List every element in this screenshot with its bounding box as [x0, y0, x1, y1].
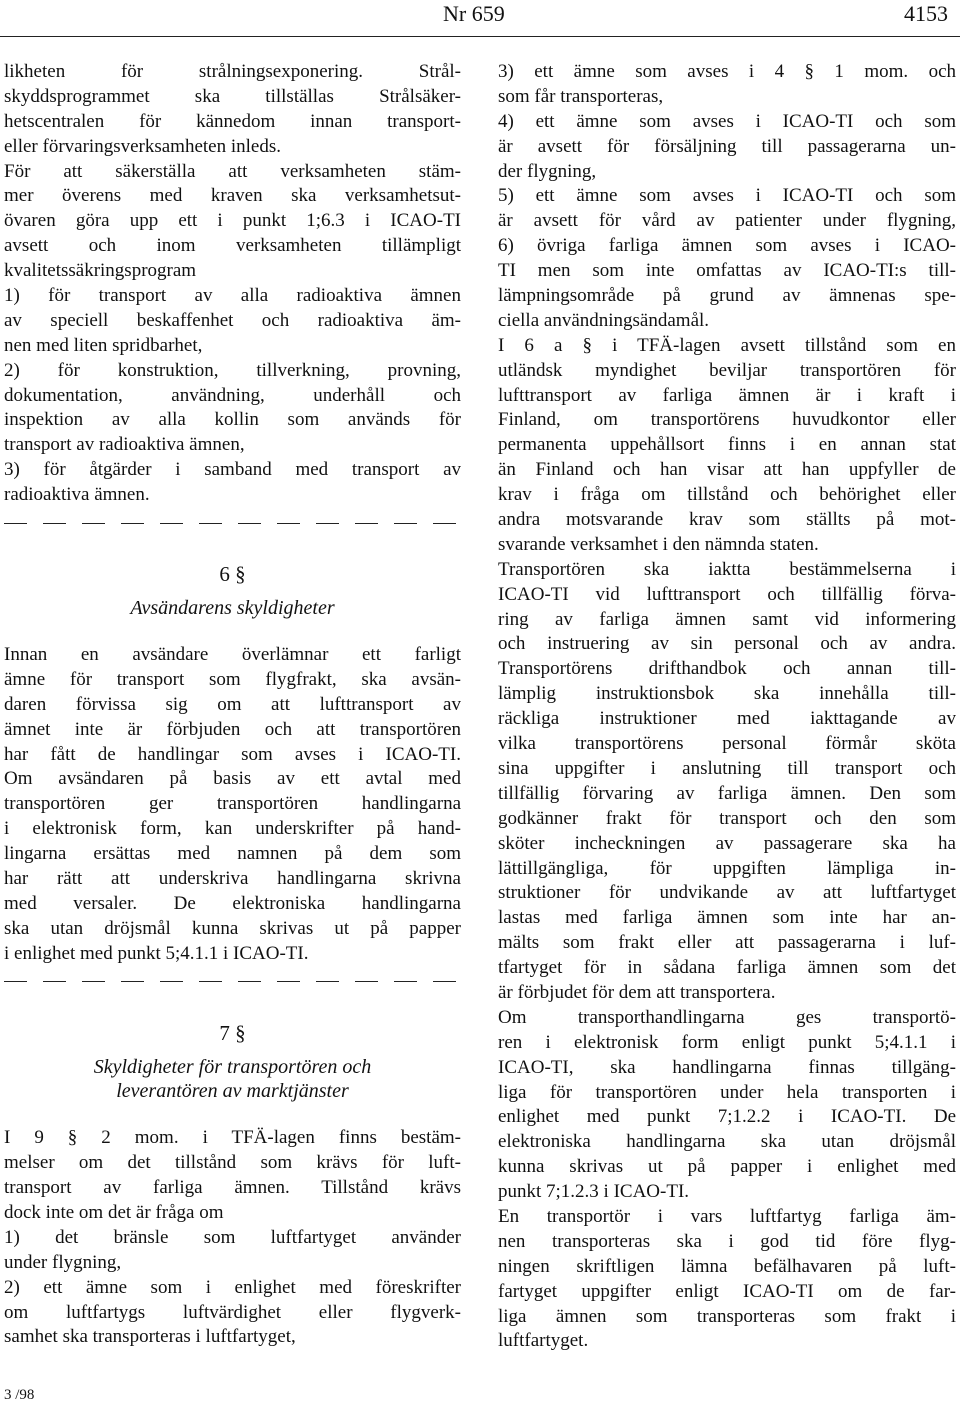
text-line: i elektronisk form, kan underskrifter på hand-: [4, 818, 461, 840]
text-line: ningen skriftligen lämna befälhavaren på luft-: [498, 1255, 956, 1277]
text-line: med versaler. De elektroniska handlingarna: [4, 892, 461, 914]
text-line: 3) för åtgärder i samband med transport av: [4, 459, 461, 481]
text-line: tillfällig förvaring av farliga ämnen. Den som: [498, 782, 956, 804]
text-line: Innan en avsändare överlämnar ett farligt: [4, 643, 461, 665]
text-line: 4) ett ämne som avses i ICAO-TI och som: [498, 110, 956, 132]
text-line: ren i elektronisk form enligt punkt 5;4.1.1 i: [498, 1031, 956, 1053]
text-line: ICAO-TI, ska handlingarna finnas tillgäng-: [498, 1056, 956, 1078]
separator-dashes: [4, 508, 456, 538]
text-line: nen transporteras ska i god tid före flyg-: [498, 1230, 956, 1252]
text-line: sina uppgifter i anslutning till transport och: [498, 757, 956, 779]
text-line: eller förvaringsverksamheten inleds.: [4, 135, 281, 157]
text-line: och instruering av sin personal och av andra.: [498, 633, 956, 655]
text-line: Om transporthandlingarna ges transportö-: [498, 1006, 956, 1028]
right-column: [498, 60, 956, 1354]
text-line: Transportören ska iaktta bestämmelserna i: [498, 558, 956, 580]
text-line: I 6 a § i TFÄ-lagen avsett tillstånd som en: [498, 334, 956, 356]
text-line: utländsk myndighet beviljar transportören för: [498, 359, 956, 381]
text-line: som får transporteras,: [498, 85, 664, 107]
text-line: 5) ett ämne som avses i ICAO-TI och som: [498, 185, 956, 207]
text-line: svarande verksamhet i den nämnda staten.: [498, 533, 819, 555]
text-line: av speciell beskaffenhet och radioaktiva äm-: [4, 309, 461, 331]
text-line: mälts som frakt eller att passagerarna i luf-: [498, 932, 956, 954]
text-line: punkt 7;1.2.3 i ICAO-TI.: [498, 1181, 690, 1203]
section-6-heading: 6 §: [219, 562, 246, 587]
text-line: är avsett för försäljning till passagerarna un-: [498, 135, 956, 157]
text-line: har fått de handlingar som avses i ICAO-TI.: [4, 743, 461, 765]
text-line: luftfartyget.: [498, 1330, 589, 1352]
text-line: samhet ska transporteras i luftfartyget,: [4, 1326, 296, 1348]
left-top-text: [4, 60, 461, 508]
separator-dashes: [4, 967, 456, 997]
text-line: 2) för konstruktion, tillverkning, provning,: [4, 359, 461, 381]
section-7-heading: 7 §: [219, 1020, 246, 1045]
text-line: ring av farliga ämnen samt vid informering: [498, 608, 956, 630]
footer-code: 3 /98: [4, 1387, 35, 1403]
text-line: har rätt att underskriva handlingarna skrivna: [4, 867, 461, 889]
text-line: elektroniska handlingarna ska utan dröjsmål: [498, 1131, 956, 1153]
text-line: räckliga instruktioner med iakttagande av: [498, 708, 956, 730]
text-line: skyddsprogrammet ska tillställas Strålsäker-: [4, 85, 461, 107]
text-line: under flygning,: [4, 1251, 122, 1273]
text-line: övaren göra upp ett i punkt 1;6.3 i ICAO-TI: [4, 210, 461, 232]
text-line: krav i fråga om tillstånd och behörighet eller: [498, 484, 956, 506]
text-line: sköter incheckningen av passagerare ska ha: [498, 832, 956, 854]
text-line: ICAO-TI vid lufttransport och tillfällig förva-: [498, 583, 956, 605]
text-line: kunna skrivas ut på papper i enlighet med: [498, 1156, 956, 1178]
text-line: Om avsändaren på basis av ett avtal med: [4, 768, 461, 790]
text-line: nen med liten spridbarhet,: [4, 334, 203, 356]
text-line: melser om det tillstånd som krävs för luft-: [4, 1152, 461, 1174]
text-line: 1) det bränsle som luftfartyget använder: [4, 1226, 461, 1248]
issue-number: Nr 659: [443, 1, 505, 26]
text-line: andra motsvarande krav som ställts på mot-: [498, 509, 956, 531]
text-line: om luftfartygs luftvärdighet eller flygverk-: [4, 1301, 461, 1323]
section-7-title-line-2: leverantören av marktjänster: [116, 1080, 349, 1103]
text-line: En transportör i vars luftfartyg farliga äm-: [498, 1205, 956, 1227]
text-line: dokumentation, användning, underhåll och: [4, 384, 461, 406]
text-line: transport av radioaktiva ämnen,: [4, 434, 245, 456]
text-line: Transportörens drifthandbok och annan till-: [498, 658, 956, 680]
text-line: är förbjudet för dem att transportera.: [498, 981, 776, 1003]
text-line: ska utan dröjsmål kunna skrivas ut på papper: [4, 917, 461, 939]
text-line: transportören ger transportören handlingarna: [4, 793, 461, 815]
text-line: I 9 § 2 mom. i TFÄ-lagen finns bestäm-: [4, 1127, 461, 1149]
text-line: struktioner för undvikande av att luftfartyget: [498, 882, 956, 904]
text-line: likheten för strålningsexponering. Strål-: [4, 61, 461, 82]
text-line: inspektion av alla kollin som används för: [4, 409, 461, 431]
text-line: För att säkerställa att verksamheten stäm-: [4, 160, 461, 182]
text-line: ämne för transport som flygfrakt, ska avsän-: [4, 668, 461, 690]
right-column-text: [498, 60, 956, 1354]
text-line: än Finland och han visar att han uppfyller de: [498, 459, 956, 481]
text-line: godkänner frakt för transport och den som: [498, 807, 956, 829]
text-line: TI men som inte omfattas av ICAO-TI:s till-: [498, 260, 956, 282]
text-line: transport av farliga ämnen. Tillstånd krävs: [4, 1177, 461, 1199]
text-line: mer överens med kraven ska verksamhetsut-: [4, 185, 461, 207]
header-rule: [0, 36, 960, 37]
text-line: 2) ett ämne som i enlighet med föreskrifter: [4, 1276, 461, 1298]
text-line: vilka transportörens personal förmår sköta: [498, 733, 956, 755]
section-6-text: [4, 643, 461, 967]
text-line: dock inte om det är fråga om: [4, 1202, 224, 1223]
text-line: lämplig instruktionsbok ska innehålla till-: [498, 683, 956, 705]
text-line: fartyget uppgifter enligt ICAO-TI om de far-: [498, 1280, 956, 1302]
section-7-text: [4, 1126, 461, 1350]
text-line: lämpningsområde på grund av ämnenas spe-: [498, 285, 956, 307]
text-line: enlighet med punkt 7;1.2.2 i ICAO-TI. De: [498, 1106, 956, 1128]
text-line: radioaktiva ämnen.: [4, 484, 150, 506]
text-line: liga ämnen som transporteras som frakt i: [498, 1305, 956, 1327]
text-line: lättillgängliga, för uppgiften lämpliga in-: [498, 857, 956, 879]
text-line: lingarna ersättas med namnen på dem som: [4, 843, 461, 865]
text-line: liga för transportören under hela transporten i: [498, 1081, 956, 1103]
text-line: lastas med farliga ämnen som inte har an-: [498, 907, 956, 929]
text-line: ämnet inte är förbjuden och att transportören: [4, 718, 461, 740]
page-number: 4153: [904, 1, 948, 26]
text-line: Finland, om transportörens huvudkontor eller: [498, 409, 956, 431]
text-line: kvalitetssäkringsprogram: [4, 260, 197, 282]
text-line: permanenta uppehållsort finns i en annan stat: [498, 434, 956, 456]
text-line: 1) för transport av alla radioaktiva ämnen: [4, 285, 461, 307]
text-line: tfartyget för in sådana farliga ämnen som det: [498, 957, 956, 979]
text-line: 6) övriga farliga ämnen som avses i ICAO-: [498, 235, 956, 257]
section-6-title: Avsändarens skyldigheter: [130, 597, 335, 620]
section-7-title-line-1: Skyldigheter för transportören och: [93, 1055, 372, 1078]
text-line: är avsett för vård av patienter under flygning,: [498, 210, 956, 232]
text-line: hetscentralen för kännedom innan transport-: [4, 110, 461, 132]
text-line: avsett och inom verksamheten tillämpligt: [4, 235, 461, 257]
text-line: i enlighet med punkt 5;4.1.1 i ICAO-TI.: [4, 942, 309, 964]
left-column: [4, 60, 461, 1350]
text-line: daren förvissa sig om att lufttransport av: [4, 693, 461, 715]
text-line: 3) ett ämne som avses i 4 § 1 mom. och: [498, 61, 956, 82]
text-line: der flygning,: [498, 160, 597, 182]
text-line: lufttransport av farliga ämnen är i kraft i: [498, 384, 956, 406]
text-line: ciella användningsändamål.: [498, 309, 710, 331]
